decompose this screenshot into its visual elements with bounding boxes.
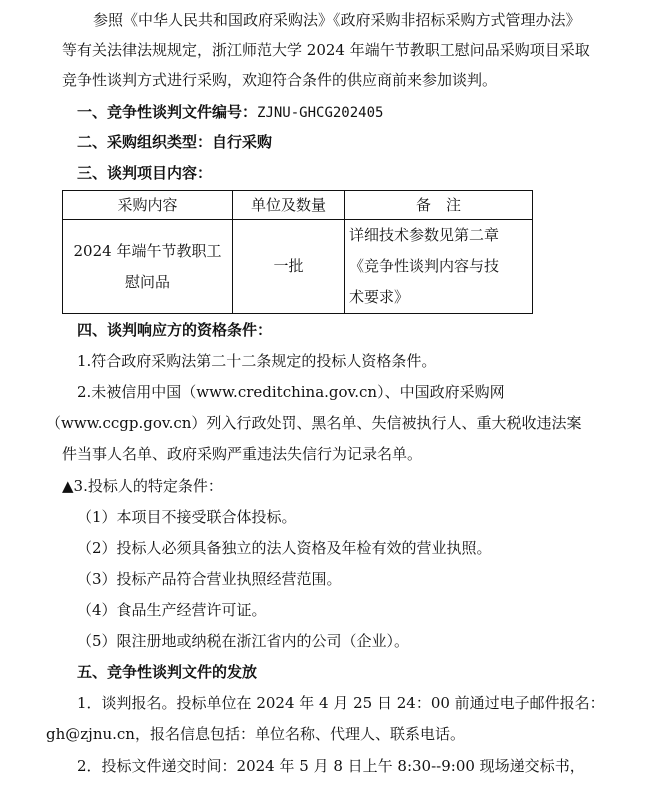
condition-3-item-4: （4）食品生产经营许可证。 — [77, 601, 267, 619]
doc-number: ZJNU-GHCG202405 — [257, 105, 384, 121]
condition-2-line-2: （www.ccgp.gov.cn）列入行政处罚、黑名单、失信被执行人、重大税收违法案 — [46, 414, 582, 432]
cell-text: 《竞争性谈判内容与技 — [349, 257, 500, 275]
table-cell-qty: 一批 — [233, 220, 345, 314]
intro-line-1: 参照《中华人民共和国政府采购法》《政府采购非招标采购方式管理办法》 — [93, 11, 581, 29]
table-header-row — [63, 191, 533, 220]
condition-3: ▲3.投标人的特定条件： — [62, 477, 223, 495]
condition-3-item-5: （5）限注册地或纳税在浙江省内的公司（企业）。 — [77, 632, 410, 650]
section-5-para-2-line-1: 2．投标文件递交时间：2024 年 5 月 8 日上午 8:30--9:00 现场递交标书， — [77, 757, 585, 775]
section-1-label: 一、竞争性谈判文件编号： — [77, 103, 258, 121]
project-table — [62, 190, 533, 314]
table-header-note: 备 注 — [345, 191, 533, 220]
section-1-heading — [77, 102, 383, 122]
table-header-qty: 单位及数量 — [233, 191, 345, 220]
table-cell-content — [63, 220, 233, 314]
cell-text: 慰问品 — [124, 272, 170, 291]
condition-3-item-1: （1）本项目不接受联合体投标。 — [77, 508, 297, 526]
cell-text: 2024 年端午节教职工 — [73, 241, 222, 260]
section-2-heading: 二、采购组织类型：自行采购 — [77, 133, 273, 151]
section-5-para-1-line-1: 1．谈判报名。投标单位在 2024 年 4 月 25 日 24：00 前通过电子邮件报名： — [77, 694, 605, 712]
table-cell-note — [345, 220, 533, 314]
table-row — [63, 220, 533, 314]
cell-text: 术要求》 — [349, 288, 410, 306]
cell-text: 详细技术参数见第二章 — [349, 226, 500, 244]
intro-line-3: 竞争性谈判方式进行采购，欢迎符合条件的供应商前来参加谈判。 — [62, 71, 498, 89]
condition-2-line-1: 2.未被信用中国（www.creditchina.gov.cn）、中国政府采购网 — [77, 383, 505, 401]
section-3-heading: 三、谈判项目内容： — [77, 164, 213, 182]
condition-2-line-3: 件当事人名单、政府采购严重违法失信行为记录名单。 — [62, 445, 423, 463]
condition-3-item-3: （3）投标产品符合营业执照经营范围。 — [77, 570, 342, 588]
section-5-heading: 五、竞争性谈判文件的发放 — [77, 663, 258, 681]
table-header-content: 采购内容 — [63, 191, 233, 220]
intro-line-2: 等有关法律法规规定，浙江师范大学 2024 年端午节教职工慰问品采购项目采取 — [62, 41, 590, 59]
condition-1: 1.符合政府采购法第二十二条规定的投标人资格条件。 — [77, 352, 437, 370]
section-5-para-1-line-2: gh@zjnu.cn，报名信息包括：单位名称、代理人、联系电话。 — [46, 725, 465, 743]
condition-3-item-2: （2）投标人必须具备独立的法人资格及年检有效的营业执照。 — [77, 539, 492, 557]
section-4-heading: 四、谈判响应方的资格条件： — [77, 321, 273, 339]
